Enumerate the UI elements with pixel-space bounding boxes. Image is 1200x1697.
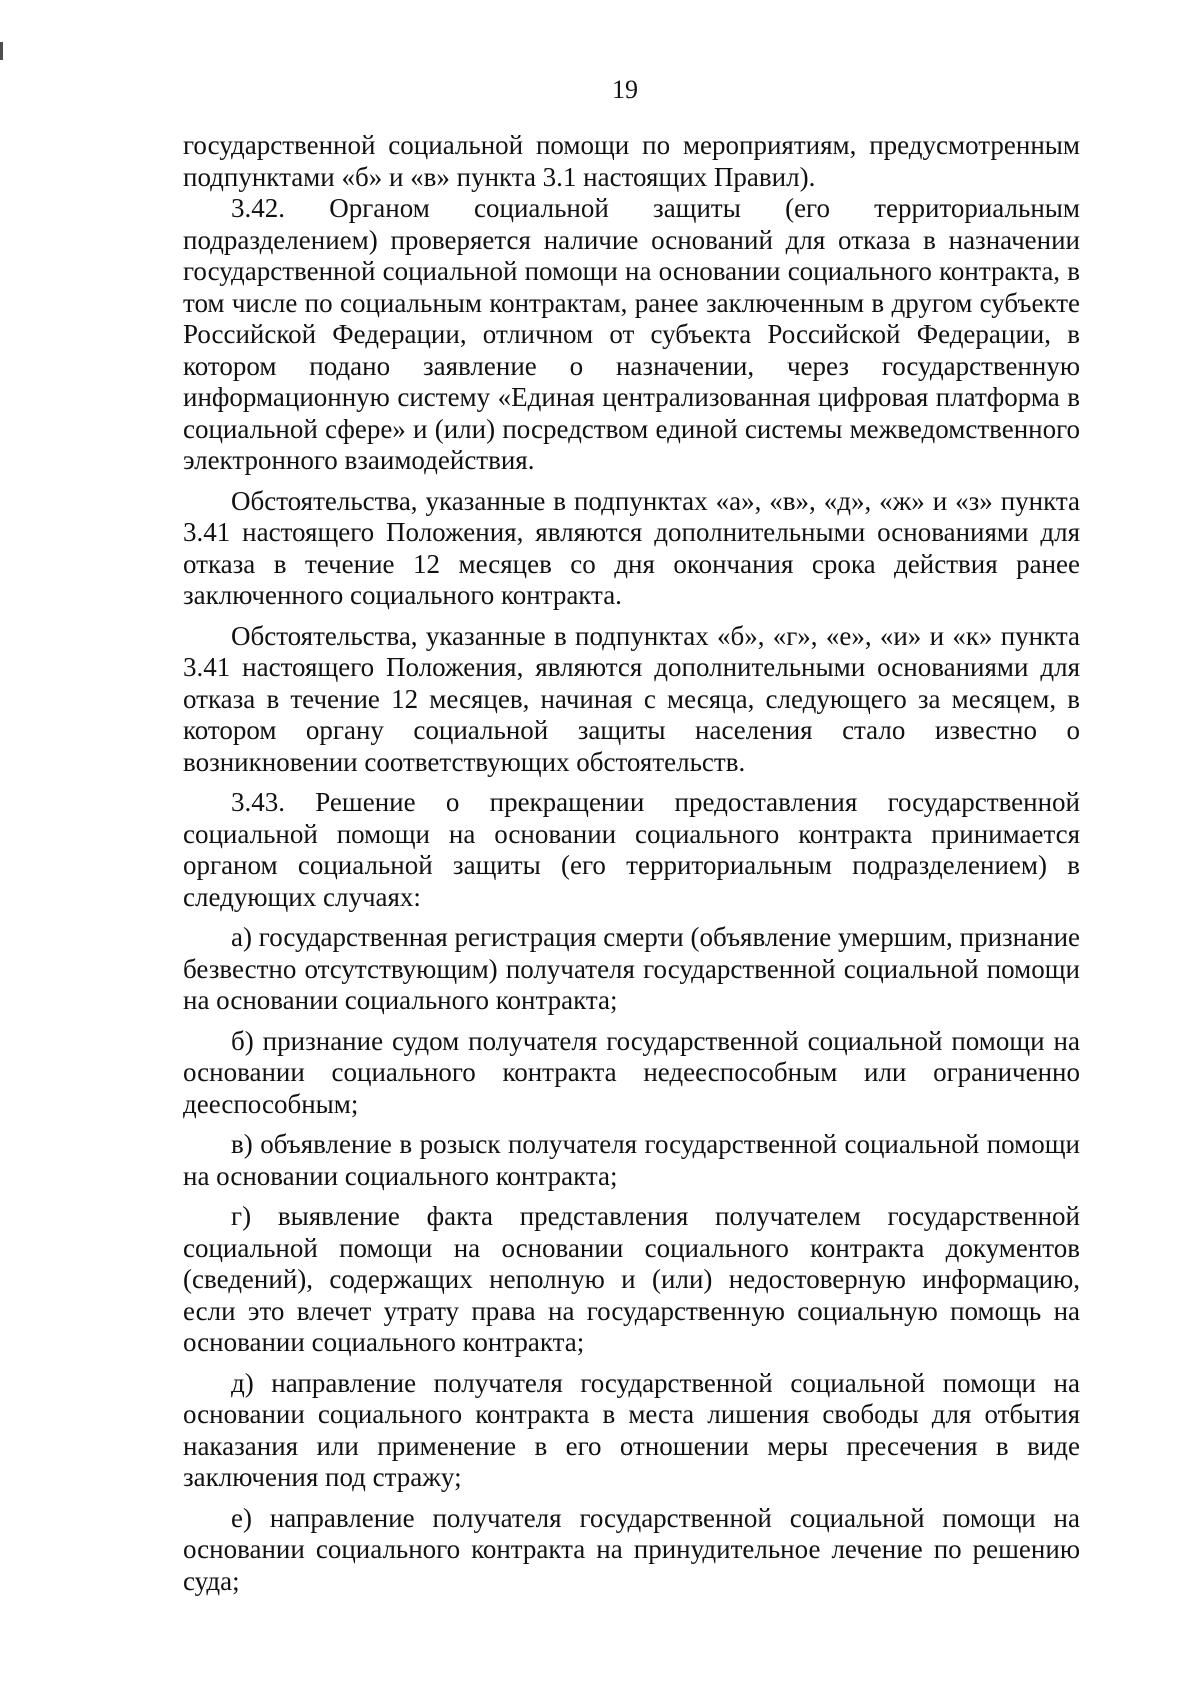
- paragraph-continuation: государственной социальной помощи по мероприятиям, предусмотренным подпунктами «б» и «в» пункта 3.1 настоящих Правил).: [183, 130, 1080, 192]
- paragraph-3-43: 3.43. Решение о прекращении предоставления государственной социальной помощи на основании социального контракта принимается органом социальной защиты (его территориальным подразделением) в следующих случаях:: [183, 787, 1080, 912]
- list-item-v: в) объявление в розыск получателя государственной социальной помощи на основании социального контракта;: [183, 1129, 1080, 1191]
- list-item-e: е) направление получателя государственной социальной помощи на основании социального контракта на принудительное лечение по решению суда;: [183, 1502, 1080, 1596]
- page-number: 19: [612, 75, 638, 104]
- paragraph-circumstances-1: Обстоятельства, указанные в подпунктах «а», «в», «д», «ж» и «з» пункта 3.41 настоящего Положения, являются дополнительными основаниями для отказа в течение 12 месяцев со дня окончания срока действия ранее заключенного социального контракта.: [183, 485, 1080, 610]
- paragraph-circumstances-2: Обстоятельства, указанные в подпунктах «б», «г», «е», «и» и «к» пункта 3.41 настоящего Положения, являются дополнительными основаниями для отказа в течение 12 месяцев, начиная с месяца, следующего за месяцем, в котором органу социальной защиты населения стало известно о возникновении соответствующих обстоятельств.: [183, 620, 1080, 777]
- list-item-a: а) государственная регистрация смерти (объявление умершим, признание безвестно отсутствующим) получателя государственной социальной помощи на основании социального контракта;: [183, 922, 1080, 1015]
- list-item-b: б) признание судом получателя государственной социальной помощи на основании социального контракта недееспособным или ограниченно дееспособным;: [183, 1025, 1080, 1119]
- list-item-d: д) направление получателя государственной социальной помощи на основании социального контракта в места лишения свободы для отбытия наказания или применение в его отношении меры пресечения в виде заключения под стражу;: [183, 1367, 1080, 1492]
- paragraph-3-42: 3.42. Органом социальной защиты (его территориальным подразделением) проверяется наличие оснований для отказа в назначении государственной социальной помощи на основании социального контракта, в том числе по социальным контрактам, ранее заключенным в другом субъекте Российской Федерации, отличном от субъекта Российской Федерации, в котором подано заявление о назначении, через государственную информационную систему «Единая централизованная цифровая платформа в социальной сфере» и (или) посредством единой системы межведомственного электронного взаимодействия.: [183, 193, 1080, 475]
- list-item-g: г) выявление факта представления получателем государственной социальной помощи на основании социального контракта документов (сведений), содержащих неполную и (или) недостоверную информацию, если это влечет утрату права на государственную социальную помощь на основании социального контракта;: [183, 1201, 1080, 1357]
- scan-edge-mark: [0, 42, 3, 60]
- document-body: [183, 130, 1080, 1597]
